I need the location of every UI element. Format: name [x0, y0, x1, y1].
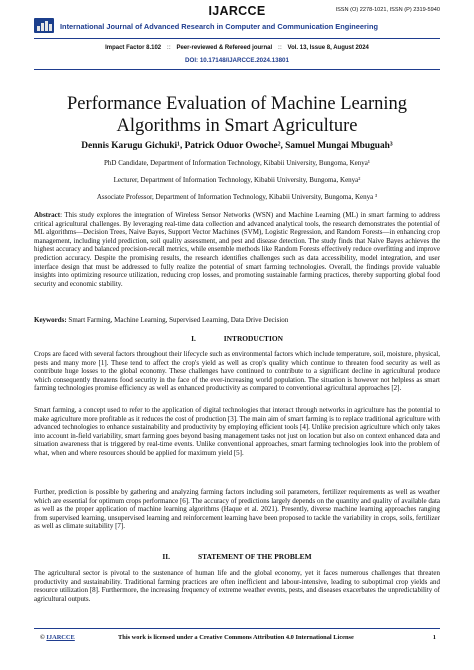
doi-link[interactable]: DOI: 10.17148/IJARCCE.2024.13801: [185, 57, 289, 64]
paper-title: [34, 93, 440, 137]
journal-full-title: International Journal of Advanced Research in Computer and Communication Engineering: [60, 22, 378, 31]
volume-issue: Vol. 13, Issue 8, August 2024: [287, 45, 369, 51]
keywords: [34, 316, 440, 325]
author-list: Dennis Karugu Gichuki¹, Patrick Oduor Owoche², Samuel Mungai Mbuguah³: [81, 141, 393, 151]
section-number: II.: [162, 552, 171, 561]
section-title: INTRODUCTION: [223, 334, 283, 343]
section-number: I.: [191, 334, 196, 343]
journal-logo-icon: [34, 18, 54, 33]
keywords-text: Smart Farming, Machine Learning, Supervised Learning, Data Drive Decision: [66, 316, 289, 324]
section-title: STATEMENT OF THE PROBLEM: [198, 552, 312, 561]
copyright-icon: ©: [40, 634, 45, 641]
affiliation-1: PhD Candidate, Department of Information Technology, Kibabii University, Bungoma, Kenya¹: [104, 159, 370, 167]
intro-paragraph-1: Crops are faced with several factors throughout their lifecycle such as environmental factors which include temperature, soil, moisture, physical, pests and many more [1]. These tend to affect the crop's yield as well as crop's quality which continue to threaten food security as well as contribute huge losses to the global economy. These challenges have continued to contribute to a significant decline in agricultural produce which consequently threatens food security in the face of the ever-increasing world population. The situation is however not helpless as smart farming technologies promise efficiency as well as enhanced productivity as compared to conventional agricultural approaches [2].: [34, 350, 440, 393]
intro-paragraph-2: Smart farming, a concept used to refer to the application of digital technologies that interact through networks in agriculture has the potential to make agriculture more profitable as it reduces the cost of production [3]. The main aim of smart farming is to replace traditional agriculture with advanced technologies to enhance sustainability and productivity by employing efficient tools [4]. Unlike precision agriculture which only takes into account in-field variability, smart farming goes beyond basing management tasks not just on location but also on context enhanced data and situation awareness that is triggered by real-time events. Unlike conventional approaches, smart farming technologies look into the problem of what, when and where resources should be applied for maximum yield [5].: [34, 406, 440, 457]
abstract-label: Abstract: [34, 211, 61, 219]
publisher-link[interactable]: IJARCCE: [46, 634, 75, 641]
footer-divider: [34, 628, 440, 629]
page-number: 1: [432, 634, 436, 641]
title-line-1: Performance Evaluation of Machine Learning: [66, 94, 408, 114]
keywords-label: Keywords:: [34, 316, 67, 324]
title-line-2: Algorithms in Smart Agriculture: [116, 116, 358, 136]
abstract-text: : This study explores the integration of Wireless Sensor Networks (WSN) and Machine Learning (ML) in smart farming to address critical agricultural challenges. By leveraging real-time data collection and advanced analytical tools, the research demonstrates the potential of ML algorithms—Decision Trees, Naive Bayes, Support Vector Machines (SVM), Logistic Regression, and Random Forests—in enhancing crop management, including yield prediction, soil quality assessment, and pest and disease detection. The study finds that Naive Bayes achieves the highest accuracy and balanced precision-recall metrics, while ensemble methods like Random Forests effectively reduce overfitting and improve prediction accuracy. Despite the promising results, the research identifies challenges such as data accessibility, model integration, and user interface design that must be addressed to fully realize the potential of smart farming technologies. Overall, the findings provide valuable insights into optimizing resource utilization, reducing crop losses, and promoting sustainable farming practices, thereby supporting global food security and economic stability.: [34, 211, 440, 288]
intro-paragraph-3: Further, prediction is possible by gathering and analyzing farming factors including soil parameters, fertilizer requirements as well as weather which are essential for optimum crops performance [6]. The accuracy of predictions largely depends on the quantity and quality of available data as well as the proper application of machine learning algorithms (Haque et al. 2021). Presently, diverse machine learning approaches ranging from supervised learning, unsupervised learning and reinforcement learning have been proposed to tackle the variability in crops, soils, fertilizer as well as climate suitability [7].: [34, 488, 440, 531]
header-divider: [34, 38, 440, 39]
header-divider-bottom: [34, 69, 440, 70]
problem-paragraph-1: The agricultural sector is pivotal to the sustenance of human life and the global economy, yet it faces numerous challenges that threaten productivity and sustainability. Traditional farming practices are often inefficient and labour-intensive, leading to suboptimal crop yields and resource utilization [8]. Furthermore, the increasing frequency of extreme weather events, pests, and diseases exacerbates the unpredictability of agricultural outputs.: [34, 569, 440, 603]
section-heading-problem-statement: [34, 552, 440, 561]
footer-copyright: [40, 634, 75, 641]
meta-separator: ::: [277, 45, 282, 51]
peer-review-note: Peer-reviewed & Refereed journal: [176, 45, 273, 51]
affiliation-2: Lecturer, Department of Information Technology, Kibabii University, Bungoma, Kenya²: [113, 176, 361, 184]
meta-separator: ::: [166, 45, 171, 51]
issn-text: ISSN (O) 2278-1021, ISSN (P) 2319-5940: [335, 7, 440, 13]
journal-abbreviation: IJARCCE: [208, 4, 266, 18]
journal-meta-line: [0, 45, 474, 51]
section-heading-introduction: [34, 334, 440, 343]
license-text: This work is licensed under a Creative Commons Attribution 4.0 International License: [118, 634, 354, 641]
impact-factor: Impact Factor 8.102: [105, 45, 162, 51]
affiliation-3: Associate Professor, Department of Information Technology, Kibabii University, Bungoma, Kenya ³: [96, 193, 378, 201]
abstract: [34, 211, 440, 288]
